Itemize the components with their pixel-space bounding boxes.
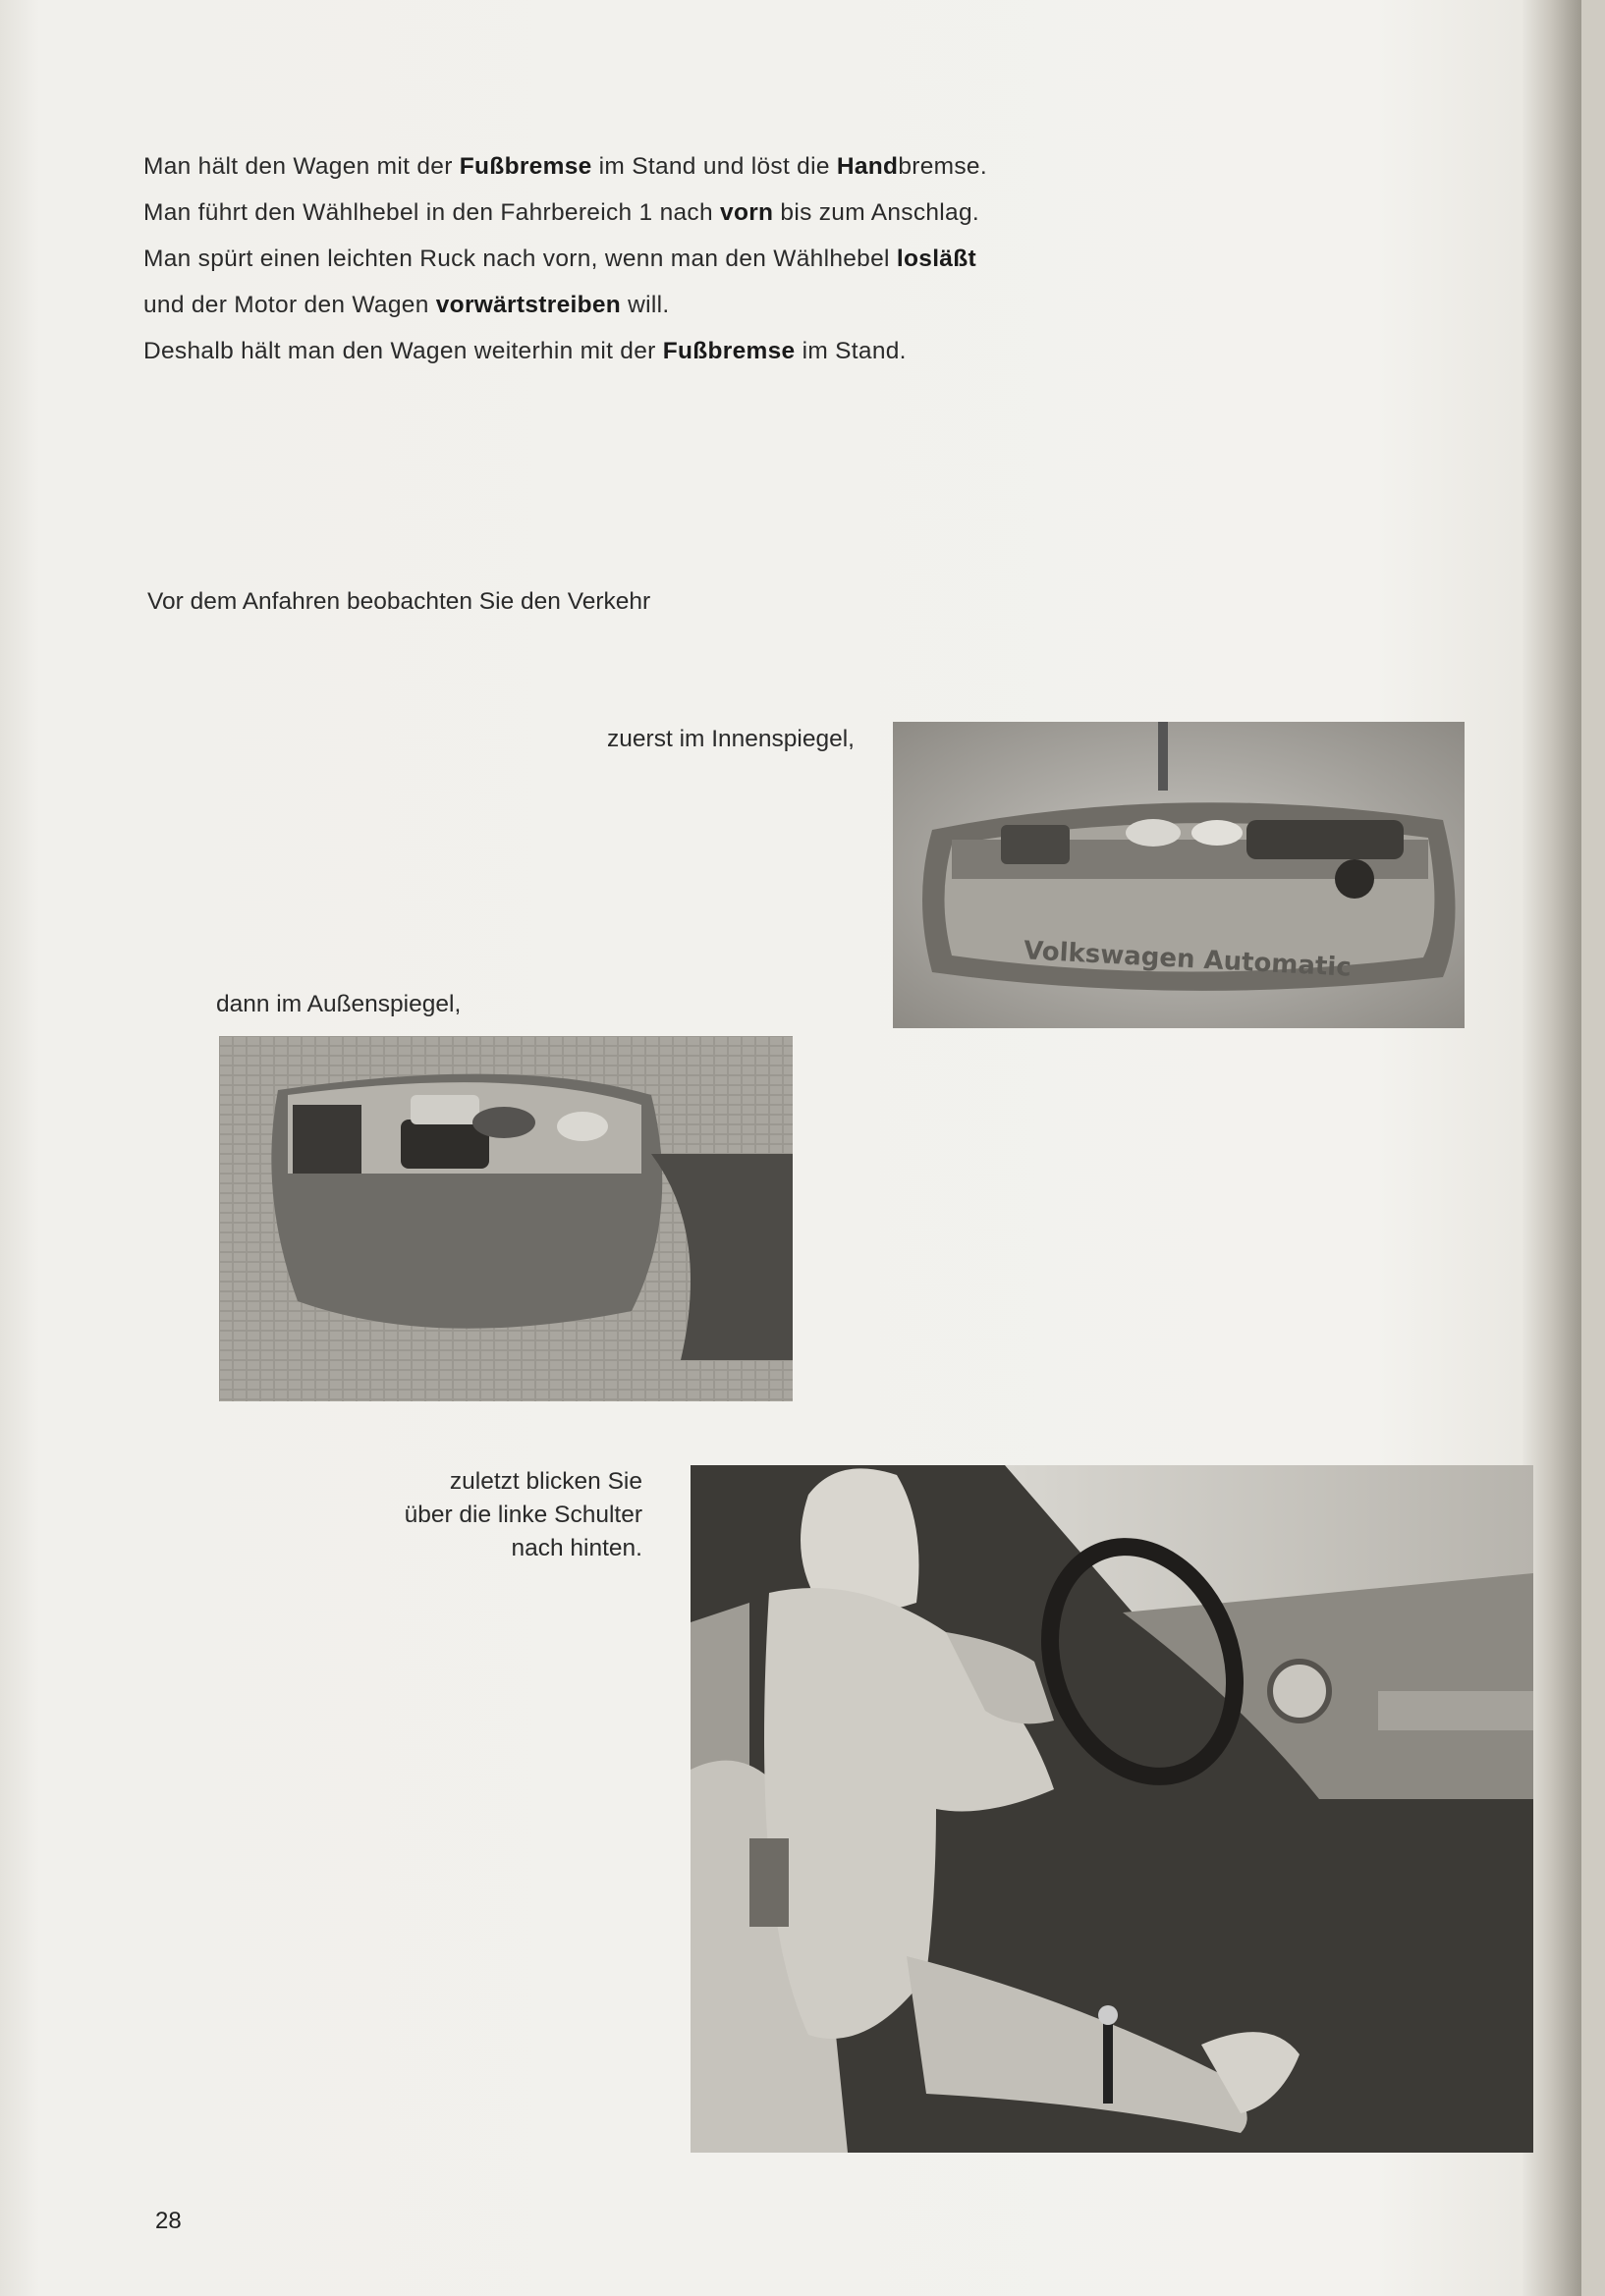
instruction-paragraph bbox=[143, 143, 987, 374]
mirror-label: Volkswagen Automatic bbox=[1023, 936, 1353, 983]
outer-mirror-photo bbox=[219, 1036, 793, 1401]
inner-mirror-photo bbox=[893, 722, 1465, 1028]
bold-term: vorn bbox=[720, 199, 774, 226]
paragraph-line: und der Motor den Wagen vorwärtstreiben will. bbox=[143, 292, 670, 318]
caption-shoulder-check: zuletzt blicken Sie über die linke Schulter nach hinten. bbox=[404, 1468, 642, 1561]
bold-term: Fußbremse bbox=[459, 153, 592, 180]
caption-inner-mirror: zuerst im Innenspiegel, bbox=[607, 726, 855, 752]
bold-term: vorwärtstreiben bbox=[435, 292, 622, 318]
bold-term: losläßt bbox=[896, 246, 976, 272]
paragraph-line: Man hält den Wagen mit der Fußbremse im Stand und löst die Handbremse. bbox=[143, 153, 987, 180]
bold-term: Fußbremse bbox=[662, 338, 796, 364]
paragraph-line: Man führt den Wählhebel in den Fahrbereich 1 nach vorn bis zum Anschlag. bbox=[143, 199, 979, 226]
section-heading: Vor dem Anfahren beobachten Sie den Verkehr bbox=[147, 588, 651, 615]
driver-photo bbox=[691, 1465, 1533, 2153]
paragraph-line: Man spürt einen leichten Ruck nach vorn, wenn man den Wählhebel losläßt bbox=[143, 246, 976, 272]
page-number: 28 bbox=[155, 2208, 182, 2234]
caption-outer-mirror: dann im Außenspiegel, bbox=[216, 991, 462, 1017]
paragraph-line: Deshalb hält man den Wagen weiterhin mit der Fußbremse im Stand. bbox=[143, 338, 907, 364]
bold-term: Hand bbox=[836, 153, 899, 180]
